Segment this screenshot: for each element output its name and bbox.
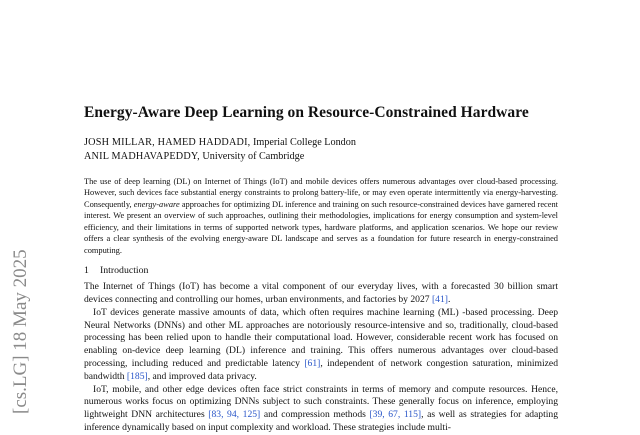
paragraph: IoT, mobile, and other edge devices often face strict constraints in terms of memory and compute resources. Hence, numerous works focus on optimizing DNNs subject to such constraints. These generally focus on inference, employing lightweight DNN architectures [83, 94, 125] and compression methods [39, 67, 115], as well as strategies for adapting inference dynamically based on input complexity and workload. These strategies include multi- (84, 383, 558, 433)
author-line (84, 136, 558, 150)
citation-link[interactable]: [185] (126, 370, 148, 382)
arxiv-identifier: [cs.LG] 18 May 2025 (10, 249, 31, 414)
author-affiliation: University of Cambridge (199, 151, 305, 162)
section-body (84, 281, 558, 435)
author-affiliation: Imperial College London (250, 137, 356, 148)
citation-link[interactable]: [39, 67, 115] (369, 409, 422, 421)
author-line (84, 150, 558, 164)
paragraph: IoT devices generate massive amounts of data, which often requires machine learning (ML) -based processing. Deep Neural Networks (DNNs) and other ML approaches are notoriously resource-intensive and so, traditionally, cloud-based processing has been relied upon to handle their computational load. However, considerable recent work has focused on enabling on-device deep learning (DL) inference and training. This offers numerous advantages over cloud-based processing, including reduced and predictable latency [61], independent of network congestion saturation, minimized bandwidth [185], and improved data privacy. (84, 306, 558, 382)
author-block (84, 136, 558, 164)
section-number: 1 (84, 265, 89, 277)
paragraph: The Internet of Things (IoT) has become a vital component of our everyday lives, with a forecasted 30 billion smart devices connecting and controlling our homes, urban environments, and factories by 2027 [41]. (84, 281, 558, 305)
citation-link[interactable]: [83, 94, 125] (208, 409, 261, 421)
citation-link[interactable]: [61] (304, 357, 321, 369)
author-names: ANIL MADHAVAPEDDY, (84, 151, 200, 162)
abstract (84, 176, 558, 256)
section-title: Introduction (100, 265, 149, 277)
paper-page (84, 104, 558, 435)
author-names: JOSH MILLAR, HAMED HADDADI, (84, 137, 251, 148)
abstract-emphasis: energy-aware (133, 199, 180, 209)
citation-link[interactable]: [41] (431, 293, 448, 305)
abstract-text: The use of deep learning (DL) on Internet of Things (IoT) and mobile devices offers numerous advantages over cloud-based processing. However, such devices face substantial energy constraints to prolong battery-life, or may even operate intermittently via energy-harvesting. Consequently, (84, 177, 558, 209)
section-heading (84, 264, 558, 278)
abstract-text: approaches for optimizing DL inference and training on such resource-constrained devices have garnered recent interest. We present an overview of such approaches, outlining their methodologies, implications for energy consumption and system-level efficiency, and their limitations in terms of supported network types, hardware platforms, and application scenarios. We hope our review offers a clear synthesis of the evolving energy-aware DL landscape and serves as a foundation for future research in energy-constrained computing. (84, 199, 558, 255)
paper-title: Energy-Aware Deep Learning on Resource-Constrained Hardware (84, 104, 529, 121)
